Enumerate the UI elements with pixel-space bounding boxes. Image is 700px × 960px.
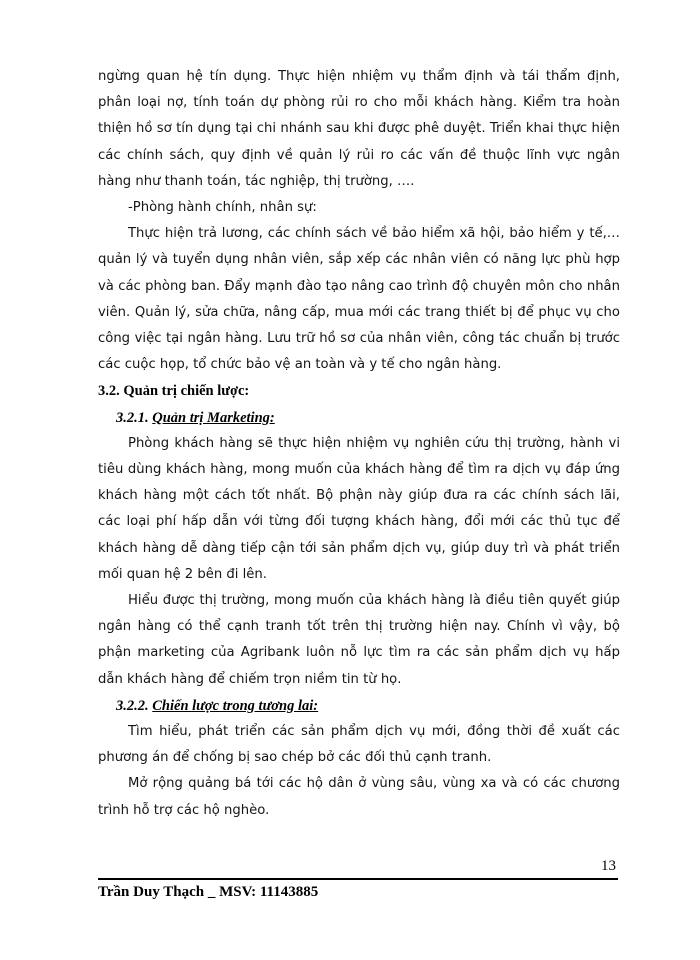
paragraph-hr-label: -Phòng hành chính, nhân sự: (128, 200, 317, 216)
paragraph-future-2: Mở rộng quảng bá tới các hộ dân ở vùng sâu, vùng xa và có các chương trình hỗ trợ các hộ nghèo. (98, 776, 620, 818)
section-heading-strategy: 3.2. Quản trị chiến lược: (98, 383, 250, 400)
subsection-title: Quản trị Marketing: (152, 409, 275, 426)
footer-author: Trần Duy Thạch _ MSV: 11143885 (98, 884, 319, 900)
paragraph-marketing-1: Phòng khách hàng sẽ thực hiện nhiệm vụ nghiên cứu thị trường, hành vi tiêu dùng khách hàng, mong muốn của khách hàng để tìm ra dịch vụ đáp ứng khách hàng một cách tốt nhất. Bộ phận này giúp đưa ra các chính sách lãi, các loại phí hấp dẫn với từng đối tượng khách hàng, đổi mới các thủ tục để khách hàng dễ dàng tiếp cận tới sản phẩm dịch vụ, giúp duy trì và phát triển mối quan hệ 2 bên đi lên. (98, 435, 620, 582)
page-number: 13 (601, 858, 616, 874)
paragraph-future-1: Tìm hiểu, phát triển các sản phẩm dịch vụ mới, đồng thời đề xuất các phương án để chống bị sao chép bở các đối thủ cạnh tranh. (98, 724, 620, 766)
paragraph-credit-risk: ngừng quan hệ tín dụng. Thực hiện nhiệm vụ thẩm định và tái thẩm định, phân loại nợ, tính toán dự phòng rủi ro cho mỗi khách hàng. Kiểm tra hoàn thiện hồ sơ tín dụng tại chi nhánh sau khi được phê duyệt. Triển khai thực hiện các chính sách, quy định về quản lý rủi ro các vấn đề thuộc lĩnh vực ngân hàng như thanh toán, tác nghiệp, thị trường, …. (98, 69, 620, 189)
footer-divider (98, 878, 618, 880)
subsection-heading-future-strategy (98, 693, 620, 719)
paragraph-hr-duties: Thực hiện trả lương, các chính sách về bảo hiểm xã hội, bảo hiểm y tế,…quản lý và tuyển dụng nhân viên, sắp xếp các nhân viên có năng lực phù hợp và các phòng ban. Đẩy mạnh đào tạo nâng cao trình độ chuyên môn cho nhân viên. Quản lý, sửa chữa, nâng cấp, mua mới các trang thiết bị để phục vụ cho công việc tại ngân hàng. Lưu trữ hồ sơ của nhân viên, công tác chuẩn bị trước các cuộc họp, tổ chức bảo vệ an toàn và y tế cho ngân hàng. (98, 226, 620, 373)
paragraph-marketing-2: Hiểu được thị trường, mong muốn của khách hàng là điều tiên quyết giúp ngân hàng có thể cạnh tranh tốt trên thị trường hiện nay. Chính vì vậy, bộ phận marketing của Agribank luôn nỗ lực tìm ra các sản phẩm dịch vụ hấp dẫn khách hàng để chiếm trọn niềm tin từ họ. (98, 593, 620, 687)
document-body (98, 64, 620, 824)
subsection-heading-marketing (98, 405, 620, 431)
subsection-number: 3.2.2. (116, 697, 153, 714)
subsection-title: Chiến lược trong tương lai: (152, 697, 319, 714)
subsection-number: 3.2.1. (116, 409, 153, 426)
